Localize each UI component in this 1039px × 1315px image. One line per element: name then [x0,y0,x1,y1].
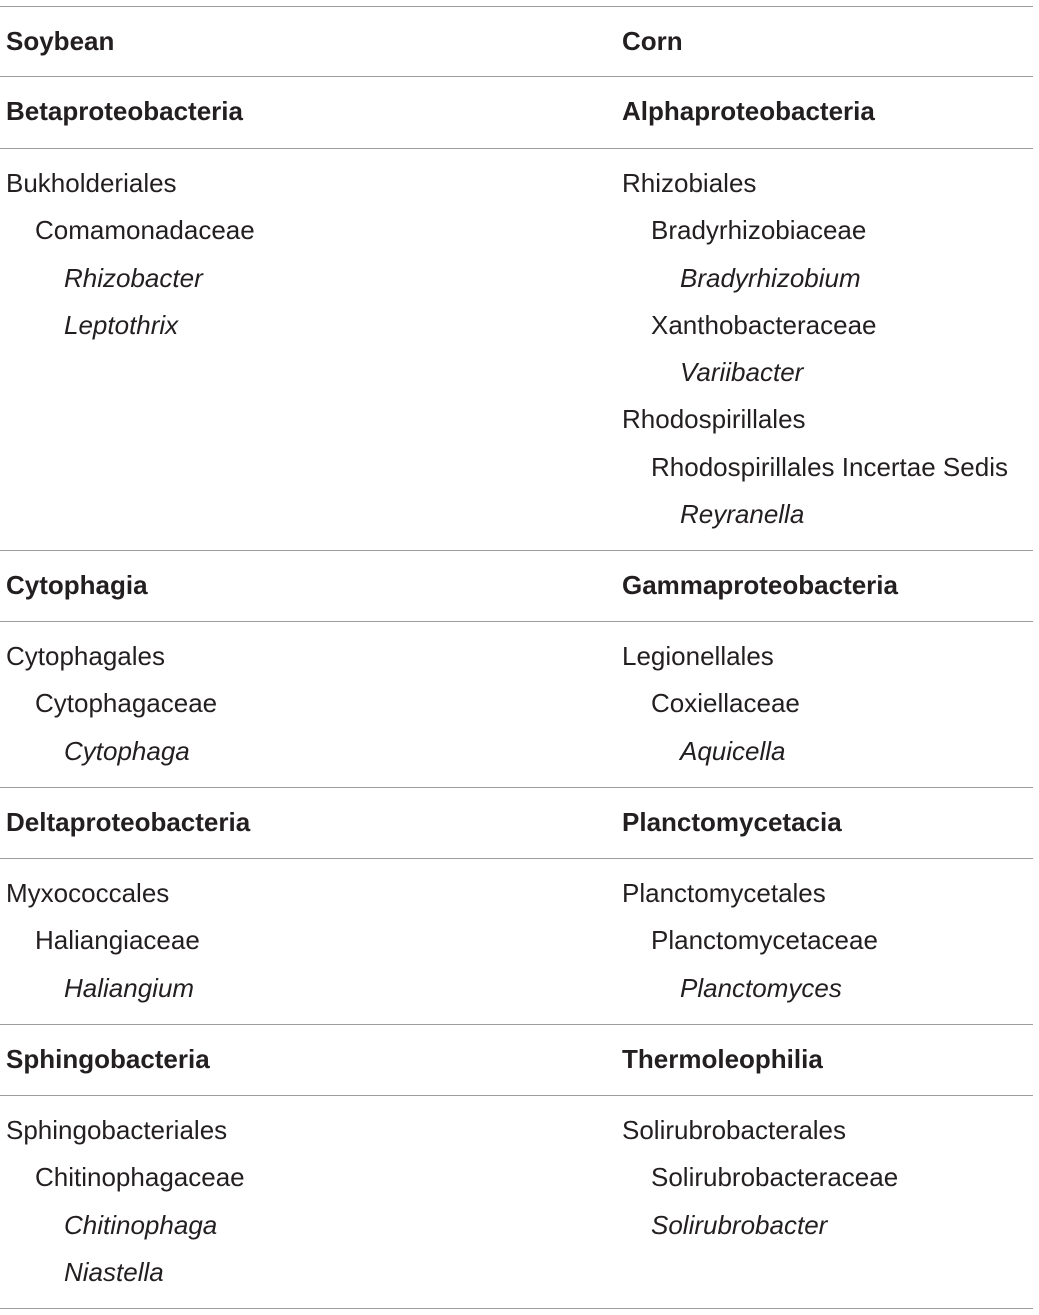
class-header-row [0,807,1033,837]
corn-taxa [622,1107,1033,1249]
table-rule [0,1095,1033,1096]
order-name: Bukholderiales [6,168,177,198]
family-name: Bradyrhizobiaceae [651,215,867,246]
genus-name: Reyranella [680,499,805,530]
order-name: Cytophagales [6,641,165,671]
genus-name: Aquicella [680,735,786,766]
family-name: Coxiellaceae [651,688,800,719]
soybean-taxa [6,160,606,349]
family-name: Rhodospirillales Incertae Sedis [651,451,1008,482]
table-rule [0,787,1033,788]
table-rule [0,148,1033,149]
genus-name: Planctomyces [680,972,842,1003]
table-rule [0,621,1033,622]
genus-name: Haliangium [64,972,195,1003]
order-name: Myxococcales [6,878,170,908]
column-header-corn: Corn [622,26,683,56]
genus-name: Solirubrobacter [651,1209,828,1240]
family-name: Planctomycetaceae [651,925,878,956]
genus-name: Rhizobacter [64,262,203,293]
corn-taxa [622,160,1033,538]
column-header-row [0,26,1033,56]
genus-name: Chitinophaga [64,1209,218,1240]
class-name-soybean: Cytophagia [6,570,148,600]
genus-name: Niastella [64,1256,164,1287]
corn-taxa [622,633,1033,775]
class-header-row [0,570,1033,600]
family-name: Xanthobacteraceae [651,309,877,340]
order-name: Solirubrobacterales [622,1115,847,1145]
family-name: Haliangiaceae [35,925,200,956]
genus-name: Bradyrhizobium [680,262,861,293]
table-rule [0,1308,1033,1309]
class-name-soybean: Sphingobacteria [6,1044,210,1074]
order-name: Legionellales [622,641,774,671]
order-name: Rhodospirillales [622,404,806,435]
genus-name: Variibacter [680,357,804,388]
class-name-corn: Planctomycetacia [622,807,842,837]
class-header-row [0,1044,1033,1074]
family-name: Chitinophagaceae [35,1162,245,1193]
soybean-taxa [6,633,606,775]
table-rule-top [0,6,1033,7]
class-name-corn: Gammaproteobacteria [622,570,898,600]
corn-taxa [622,870,1033,1012]
genus-name: Leptothrix [64,309,179,340]
family-name: Comamonadaceae [35,215,255,246]
table-rule [0,550,1033,551]
class-name-soybean: Betaproteobacteria [6,96,243,126]
order-name: Sphingobacteriales [6,1115,228,1145]
family-name: Solirubrobacteraceae [651,1162,899,1193]
soybean-taxa [6,870,606,1012]
soybean-taxa [6,1107,606,1296]
table-rule-header [0,76,1033,77]
class-name-corn: Thermoleophilia [622,1044,823,1074]
order-name: Rhizobiales [622,168,757,198]
class-header-row [0,96,1033,126]
table-rule [0,858,1033,859]
column-header-soybean: Soybean [6,26,115,56]
class-name-corn: Alphaproteobacteria [622,96,875,126]
family-name: Cytophagaceae [35,688,218,719]
table-rule [0,1024,1033,1025]
class-name-soybean: Deltaproteobacteria [6,807,251,837]
genus-name: Cytophaga [64,735,190,766]
order-name: Planctomycetales [622,878,826,908]
